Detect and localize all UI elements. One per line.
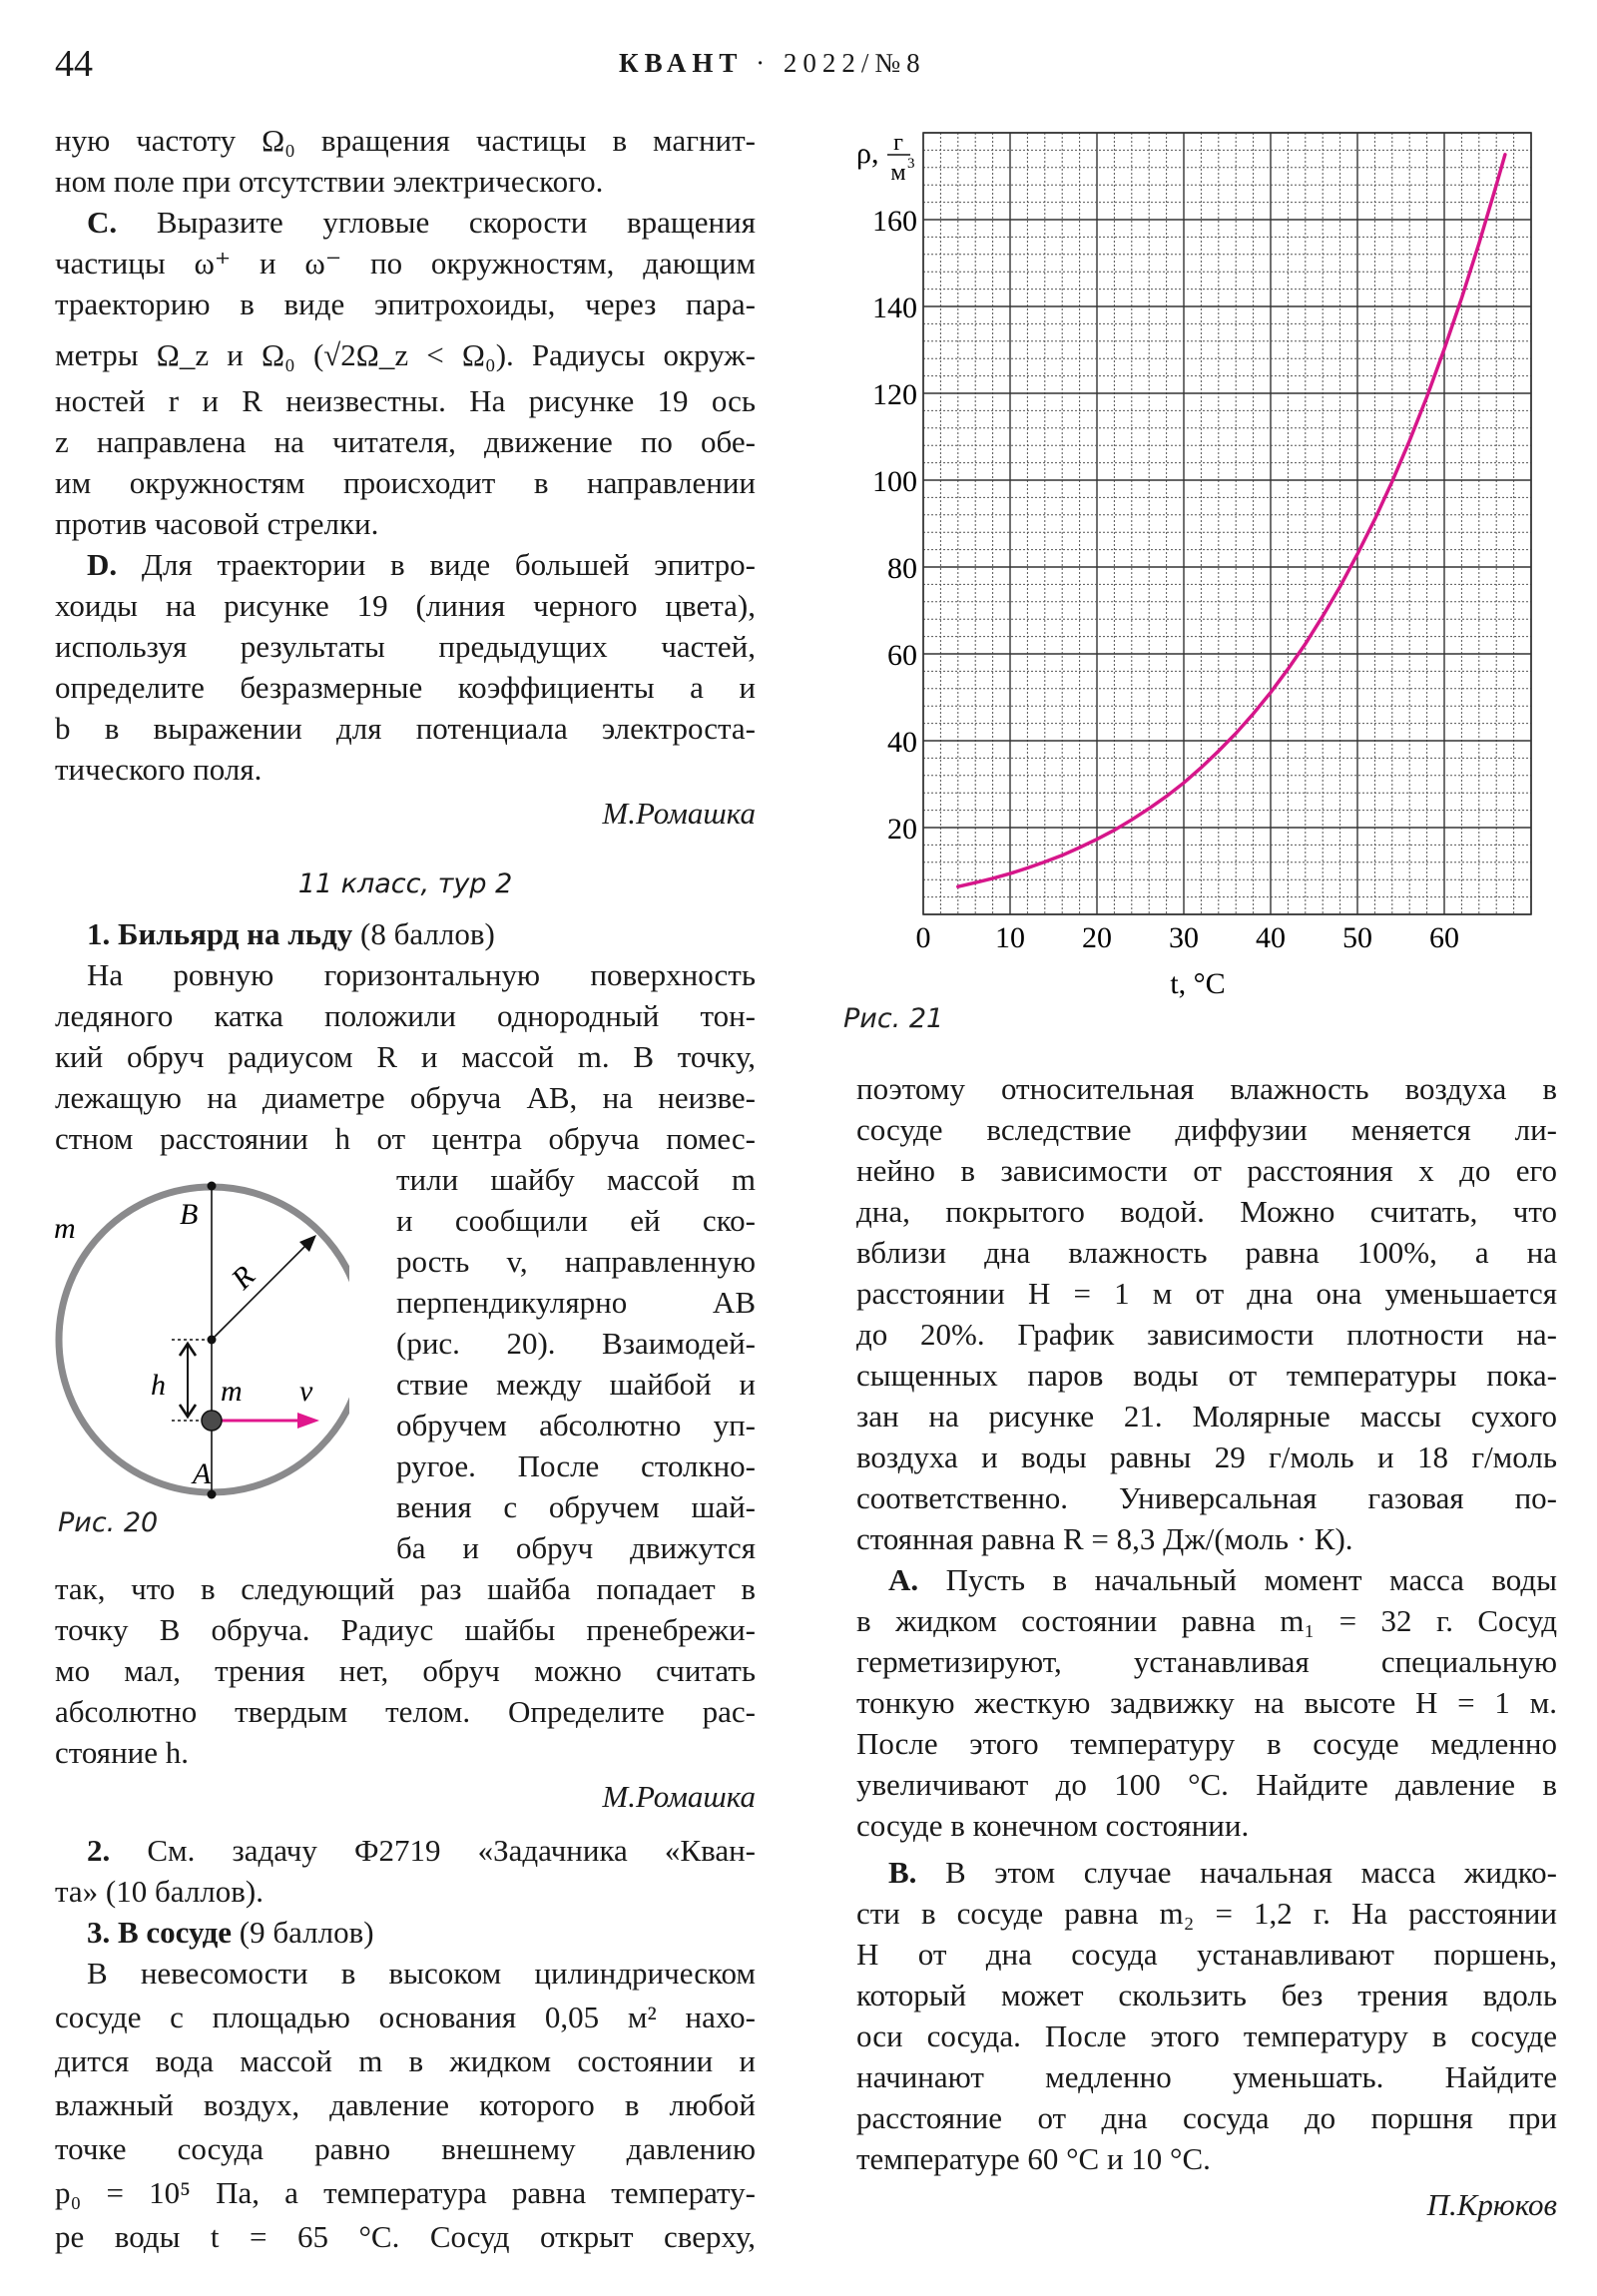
text-line: ностей r и R неизвестны. На рисунке 19 ось (55, 383, 756, 418)
svg-text:г: г (893, 130, 903, 156)
svg-text:40: 40 (887, 726, 917, 759)
text-line: та» (10 баллов). (55, 1874, 264, 1909)
text-line: z направлена на читателя, движение по обе- (55, 424, 756, 459)
author-signature: М.Ромашка (602, 1779, 756, 1814)
text-line: сосуде в конечном состоянии. (856, 1808, 1250, 1843)
text-line: тического поля. (55, 752, 263, 787)
text-line: мо мал, трения нет, обруч можно считать (55, 1653, 756, 1688)
text-line: влажный воздух, давление которого в любой (55, 2087, 756, 2122)
text-line: На ровную горизонтальную поверхность (87, 957, 756, 992)
author-signature: М.Ромашка (602, 796, 756, 831)
svg-text:20: 20 (887, 813, 917, 846)
point-a-dot (208, 1490, 217, 1499)
svg-text:30: 30 (1169, 921, 1199, 954)
text-line: до 20%. График зависимости плотности на- (856, 1317, 1557, 1352)
text-line: соответственно. Универсальная газовая по- (856, 1480, 1557, 1515)
figure-20-caption: Рис. 20 (58, 1507, 159, 1538)
svg-text:3: 3 (907, 156, 915, 172)
text-line: частицы ω⁺ и ω⁻ по окружностям, дающим (55, 246, 756, 281)
text-line: обручем абсолютно уп- (396, 1408, 756, 1442)
part-d-label: D. (87, 547, 118, 582)
text-line: точку B обруча. Радиус шайбы пренебрежи- (55, 1612, 756, 1647)
part-c-first-line: C. Выразите угловые скорости вращения (87, 205, 756, 240)
text-line: используя результаты предыдущих частей, (55, 629, 756, 664)
velocity-label: v (299, 1375, 313, 1408)
svg-text:0: 0 (915, 921, 931, 954)
svg-text:140: 140 (872, 291, 917, 324)
text-line: в жидком состоянии равна m₁ = 32 г. Сосуд (856, 1603, 1557, 1638)
text-line: (рис. 20). Взаимодей- (396, 1326, 756, 1361)
text-line: хоиды на рисунке 19 (линия черного цвета), (55, 588, 756, 623)
figure-20-hoop-diagram (30, 1158, 349, 1517)
text-line: H от дна сосуда устанавливают поршень, (856, 1937, 1557, 1972)
h-label: h (151, 1369, 166, 1402)
radius-arrow-line (212, 1239, 312, 1340)
svg-text:120: 120 (872, 378, 917, 411)
text-line: который может скользить без трения вдоль (856, 1978, 1557, 2012)
text-line: герметизируют, устанавливая специальную (856, 1644, 1557, 1679)
text-line: определите безразмерные коэффициенты a и (55, 670, 756, 705)
svg-text:ρ,: ρ, (856, 137, 879, 170)
text-line: оси сосуда. После этого температуру в сосуде (856, 2018, 1557, 2053)
page-number: 44 (55, 43, 93, 85)
issue-number: 2022/№8 (783, 48, 926, 78)
text-line: ледяного катка положили однородный тон- (55, 998, 756, 1033)
point-a-label: A (193, 1457, 212, 1490)
text-line: ную частоту Ω₀ вращения частицы в магнит- (55, 123, 756, 158)
svg-text:60: 60 (887, 639, 917, 672)
part-c-label: C. (87, 205, 118, 240)
part-b-first-line: B. В этом случае начальная масса жидко- (888, 1855, 1558, 1890)
point-b-dot (208, 1182, 217, 1191)
svg-text:40: 40 (1256, 921, 1286, 954)
svg-text:60: 60 (1429, 921, 1459, 954)
figure-21-caption: Рис. 21 (843, 1003, 944, 1034)
text-line: так, что в следующий раз шайба попадает в (55, 1571, 756, 1606)
puck-mass-label: m (221, 1375, 243, 1408)
text-line: ре воды t = 65 °C. Сосуд открыт сверху, (55, 2219, 756, 2254)
author-signature: П.Крюков (1426, 2187, 1557, 2222)
text-line: сти в сосуде равна m₂ = 1,2 г. На расстоянии (856, 1896, 1557, 1931)
radius-label: R (225, 1259, 262, 1296)
text-line: против часовой стрелки. (55, 506, 379, 541)
text-line: тили шайбу массой m (396, 1162, 756, 1197)
text-line: После этого температуру в сосуде медленно (856, 1726, 1557, 1761)
svg-text:100: 100 (872, 465, 917, 498)
text-line: и сообщили ей ско- (396, 1203, 756, 1238)
journal-title: КВАНТ (619, 48, 744, 78)
svg-text:20: 20 (1082, 921, 1112, 954)
text-line: стояние h. (55, 1735, 190, 1770)
text-line: воздуха и воды равны 29 г/моль и 18 г/моль (856, 1439, 1557, 1474)
head-separator: · (756, 48, 772, 78)
svg-text:80: 80 (887, 552, 917, 585)
x-axis-label: t, °C (1170, 967, 1226, 1000)
text-line: поэтому относительная влажность воздуха в (856, 1071, 1557, 1106)
text-line: стном расстоянии h от центра обруча помес- (55, 1121, 756, 1156)
part-a-first-line: A. Пусть в начальный момент масса воды (888, 1562, 1558, 1597)
text-line: сосуде с площадью основания 0,05 м² нахо- (55, 2000, 756, 2034)
text-line: тонкую жесткую задвижку на высоте H = 1 м. (856, 1685, 1557, 1720)
text-line: рость v, направленную (396, 1244, 756, 1279)
text-line: ном поле при отсутствии электрического. (55, 164, 604, 199)
text-line: перпендикулярно AB (396, 1285, 756, 1320)
svg-text:10: 10 (995, 921, 1025, 954)
text-line: ствие между шайбой и (396, 1367, 756, 1402)
text-line: дится вода массой m в жидком состоянии и (55, 2043, 756, 2078)
text-line: начинают медленно уменьшать. Найдите (856, 2059, 1557, 2094)
text-line: лежащую на диаметре обруча AB, на неизве- (55, 1080, 756, 1115)
section-heading: 11 класс, тур 2 (297, 868, 513, 899)
problem-3-title: 3. В сосуде (9 баллов) (87, 1915, 374, 1950)
text-line: вблизи дна влажность равна 100%, а на (856, 1235, 1557, 1270)
text-line: ругое. После столкно- (396, 1448, 756, 1483)
text-line: точке сосуда равно внешнему давлению (55, 2131, 756, 2166)
text-line: абсолютно твердым телом. Определите рас- (55, 1694, 756, 1729)
problem-2-line: 2. См. задачу Ф2719 «Задачника «Кван- (87, 1833, 756, 1868)
right-column (856, 0, 1557, 2296)
text-line: стоянная равна R = 8,3 Дж/(моль · К). (856, 1521, 1353, 1556)
text-line: p₀ = 10⁵ Па, а температура равна температу- (55, 2175, 756, 2210)
text-line: зан на рисунке 21. Молярные массы сухого (856, 1399, 1557, 1434)
text-line: расстоянии H = 1 м от дна она уменьшается (856, 1276, 1557, 1311)
text-line: температуре 60 °C и 10 °C. (856, 2141, 1211, 2176)
svg-text:м: м (890, 160, 906, 186)
text-line: расстояние от дна сосуда до поршня при (856, 2100, 1557, 2135)
text-line: траекторию в виде эпитрохоиды, через пара- (55, 287, 756, 321)
part-d-first-line: D. Для траектории в виде большей эпитро- (87, 547, 756, 582)
puck (202, 1411, 222, 1431)
svg-text:50: 50 (1342, 921, 1372, 954)
point-b-label: B (180, 1198, 199, 1231)
text-line: сосуде вследствие диффузии меняется ли- (856, 1112, 1557, 1147)
hoop-mass-label: m (54, 1212, 76, 1245)
text-line: им окружностям происходит в направлении (55, 465, 756, 500)
text-line: В невесомости в высоком цилиндрическом (87, 1956, 756, 1991)
problem-1-title: 1. Бильярд на льду (8 баллов) (87, 916, 495, 951)
text-line: метры Ω_z и Ω₀ (√2Ω_z < Ω₀). Радиусы окруж- (55, 337, 756, 372)
text-line: вения с обручем шай- (396, 1489, 756, 1524)
text-line: кий обруч радиусом R и массой m. В точку, (55, 1039, 756, 1074)
svg-text:160: 160 (872, 205, 917, 238)
text-line: дна, покрытого водой. Можно считать, что (856, 1194, 1557, 1229)
text-line: увеличивают до 100 °C. Найдите давление в (856, 1767, 1557, 1802)
text-line: ба и обруч движутся (396, 1530, 756, 1565)
text-line: b в выражении для потенциала электроста- (55, 711, 756, 746)
text-line: сыщенных паров воды от температуры пока- (856, 1358, 1557, 1393)
text-line: нейно в зависимости от расстояния x до его (856, 1153, 1557, 1188)
